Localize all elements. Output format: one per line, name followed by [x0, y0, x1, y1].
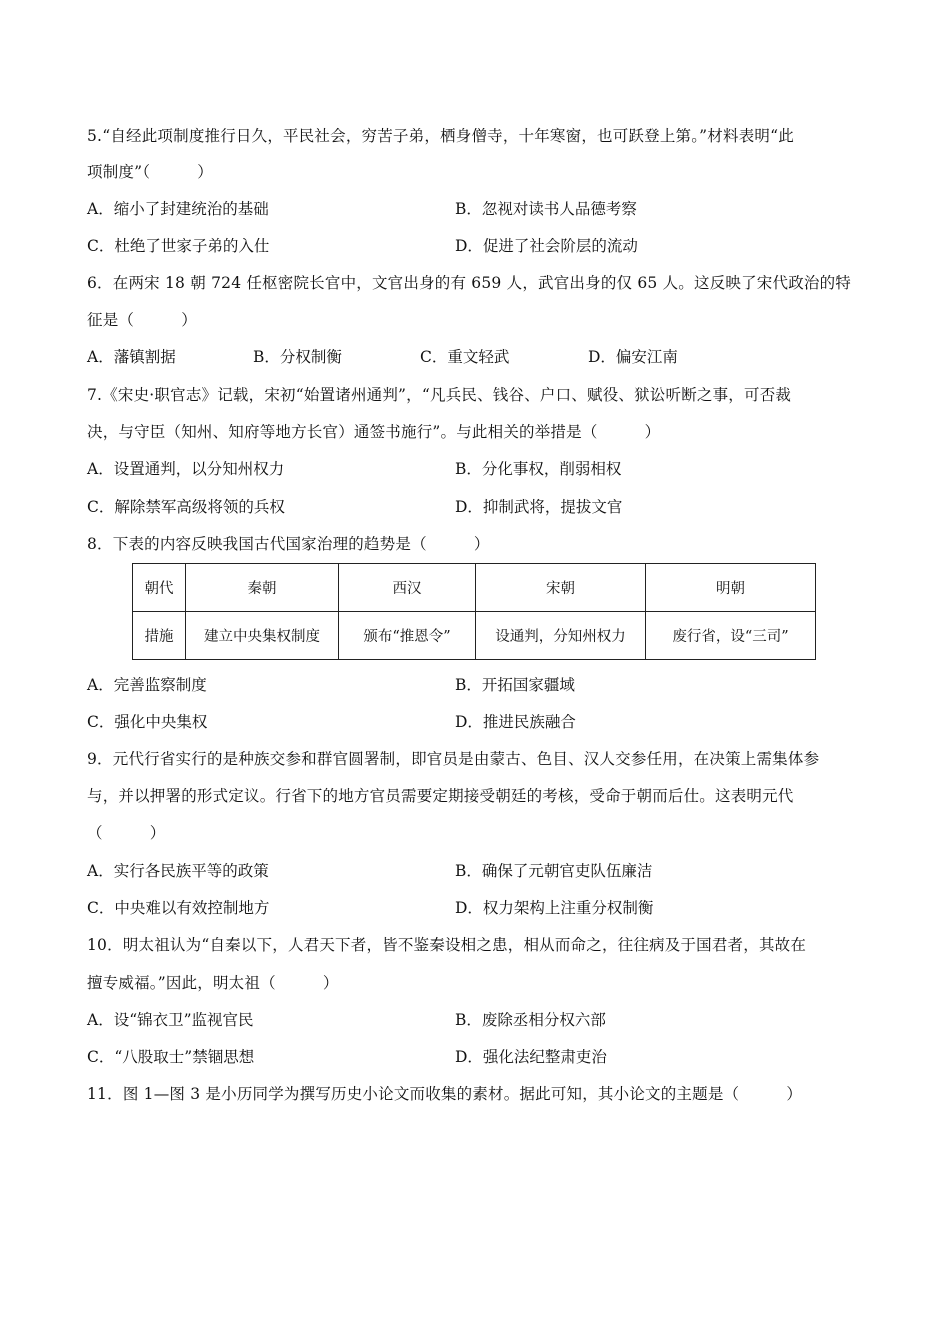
- question-5-line-2: 项制度”（ ）: [87, 163, 213, 181]
- question-9-option-b: B．确保了元朝官吏队伍廉洁: [455, 862, 653, 880]
- table-cell: 颁布“推恩令”: [339, 612, 476, 660]
- question-9-option-c: C．中央难以有效控制地方: [87, 899, 270, 917]
- question-7-line-2: 决，与守臣（知州、知府等地方长官）通签书施行”。与此相关的举措是（ ）: [87, 423, 661, 441]
- question-6-option-d: D．偏安江南: [588, 348, 678, 366]
- question-9-option-a: A．实行各民族平等的政策: [87, 862, 269, 880]
- question-8-option-c: C．强化中央集权: [87, 713, 208, 731]
- table-cell: 设通判，分知州权力: [476, 612, 646, 660]
- table-cell: 宋朝: [476, 564, 646, 612]
- question-5-option-d: D．促进了社会阶层的流动: [455, 237, 638, 255]
- question-9-line-3: （ ）: [87, 824, 166, 842]
- question-7-option-b: B．分化事权，削弱相权: [455, 460, 622, 478]
- table-cell: 朝代: [133, 564, 186, 612]
- question-7-option-d: D．抑制武将，提拔文官: [455, 498, 623, 516]
- dynasty-measures-table: [132, 563, 816, 660]
- question-8-line-1: 8．下表的内容反映我国古代国家治理的趋势是（ ）: [87, 535, 490, 553]
- table-row: [133, 612, 816, 660]
- question-11-line-1: 11．图 1—图 3 是小历同学为撰写历史小论文而收集的素材。据此可知，其小论文的主题是（ ）: [87, 1085, 803, 1103]
- question-5-option-b: B．忽视对读书人品德考察: [455, 200, 637, 218]
- question-10-option-a: A．设“锦衣卫”监视官民: [87, 1011, 254, 1029]
- question-10-option-c: C．“八股取士”禁锢思想: [87, 1048, 255, 1066]
- question-7-option-a: A．设置通判，以分知州权力: [87, 460, 285, 478]
- question-9-option-d: D．权力架构上注重分权制衡: [455, 899, 654, 917]
- table-header-row: [133, 564, 816, 612]
- question-8-option-a: A．完善监察制度: [87, 676, 207, 694]
- question-6-option-b: B．分权制衡: [253, 348, 342, 366]
- question-9-line-2: 与，并以押署的形式定议。行省下的地方官员需要定期接受朝廷的考核，受命于朝而后仕。这表明元代: [87, 787, 794, 805]
- question-8-option-b: B．开拓国家疆域: [455, 676, 575, 694]
- question-10-line-1: 10．明太祖认为“自秦以下，人君天下者，皆不鉴秦设相之患，相从而命之，往往病及于国君者，其故在: [87, 936, 807, 954]
- question-5-option-a: A．缩小了封建统治的基础: [87, 200, 269, 218]
- question-6-option-c: C．重文轻武: [420, 348, 510, 366]
- table-cell: 秦朝: [186, 564, 339, 612]
- question-6-line-1: 6．在两宋 18 朝 724 任枢密院长官中，文官出身的有 659 人，武官出身的仅 65 人。这反映了宋代政治的特: [87, 274, 851, 292]
- table-cell: 建立中央集权制度: [186, 612, 339, 660]
- question-6-line-2: 征是（ ）: [87, 311, 197, 329]
- table-cell: 措施: [133, 612, 186, 660]
- table-cell: 废行省，设“三司”: [646, 612, 816, 660]
- question-7-line-1: 7.《宋史·职官志》记载，宋初“始置诸州通判”，“凡兵民、钱谷、户口、赋役、狱讼听断之事，可否裁: [87, 386, 792, 404]
- question-5-line-1: 5.“自经此项制度推行日久，平民社会，穷苦子弟，栖身僧寺，十年寒窗，也可跃登上第。”材料表明“此: [87, 127, 794, 145]
- question-10-option-b: B．废除丞相分权六部: [455, 1011, 606, 1029]
- question-7-option-c: C．解除禁军高级将领的兵权: [87, 498, 285, 516]
- table-cell: 明朝: [646, 564, 816, 612]
- question-8-option-d: D．推进民族融合: [455, 713, 576, 731]
- question-5-option-c: C．杜绝了世家子弟的入仕: [87, 237, 270, 255]
- question-10-option-d: D．强化法纪整肃吏治: [455, 1048, 607, 1066]
- question-6-option-a: A．藩镇割据: [87, 348, 176, 366]
- question-9-line-1: 9．元代行省实行的是种族交参和群官圆署制，即官员是由蒙古、色目、汉人交参任用，在决策上需集体参: [87, 750, 820, 768]
- question-10-line-2: 擅专威福。”因此，明太祖（ ）: [87, 974, 339, 992]
- table-cell: 西汉: [339, 564, 476, 612]
